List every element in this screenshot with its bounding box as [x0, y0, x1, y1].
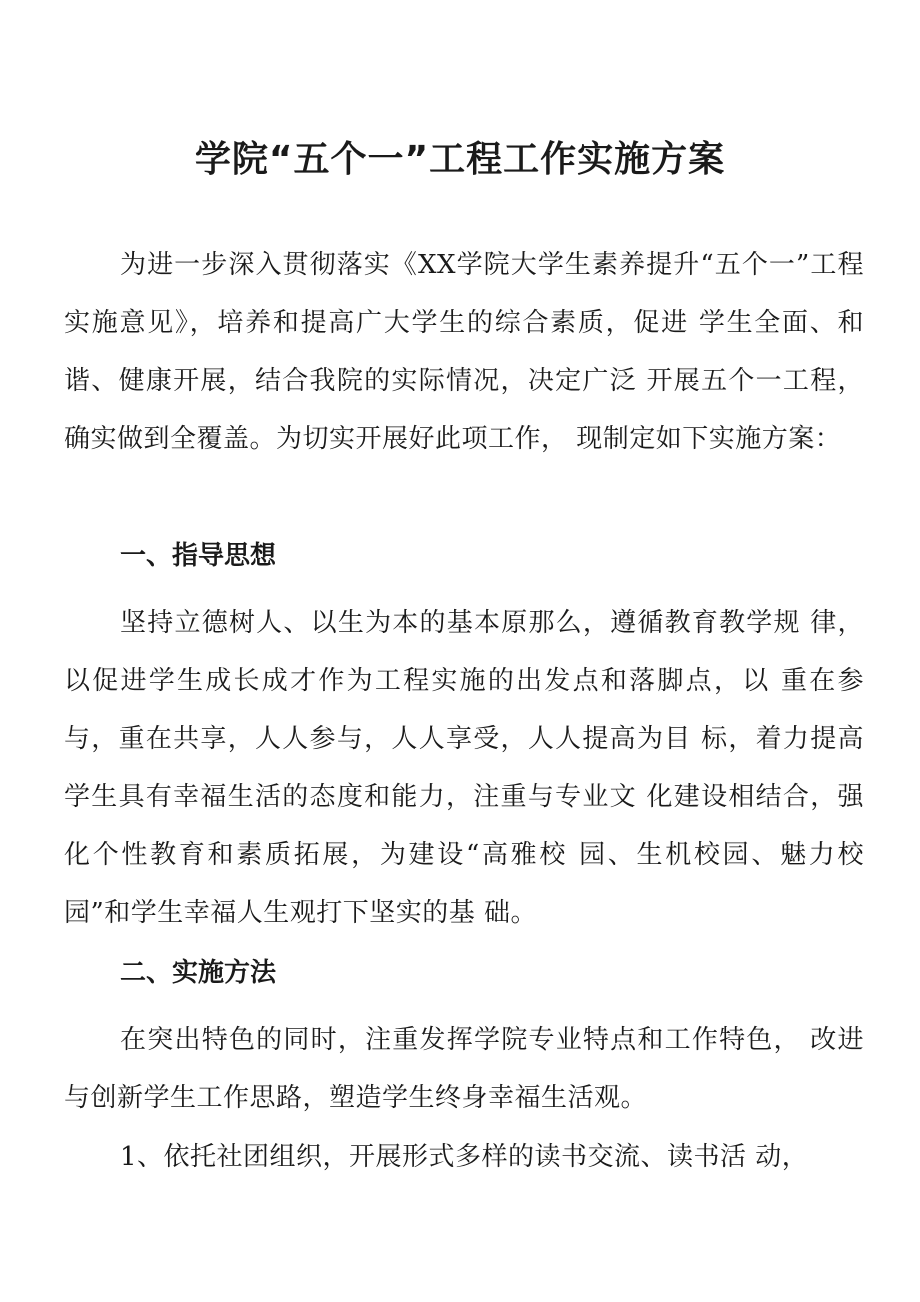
section-paragraph-implementation-methods: 在突出特色的同时，注重发挥学院专业特点和工作特色， 改进与创新学生工作思路，塑造学生终身幸福生活观。 [64, 1025, 864, 1113]
document-title: 学院“五个一”工程工作实施方案 [194, 139, 726, 180]
list-item-1: 1、依托社团组织，开展形式多样的读书交流、读书活 动， [120, 1142, 809, 1172]
section-heading-guiding-ideology: 一、指导思想 [120, 541, 277, 571]
intro-paragraph: 为进一步深入贯彻落实《XX学院大学生素养提升“五个一”工程实施意见》，培养和提高广大学生的综合素质，促进 学生全面、和谐、健康开展，结合我院的实际情况，决定广泛 开展五个一工程，确实做到全覆盖。为切实开展好此项工作， 现制定如下实施方案： [64, 250, 864, 454]
section-paragraph-guiding-ideology: 坚持立德树人、以生为本的基本原那么，遵循教育教学规 律，以促进学生成长成才作为工程实施的出发点和落脚点，以 重在参与，重在共享，人人参与，人人享受，人人提高为目 标，着力提高学生具有幸福生活的态度和能力，注重与专业文 化建设相结合，强化个性教育和素质拓展，为建设“高雅校 园、生机校园、魅力校园”和学生幸福人生观打下坚实的基 础。 [64, 608, 864, 928]
section-heading-implementation-methods: 二、实施方法 [120, 958, 277, 988]
